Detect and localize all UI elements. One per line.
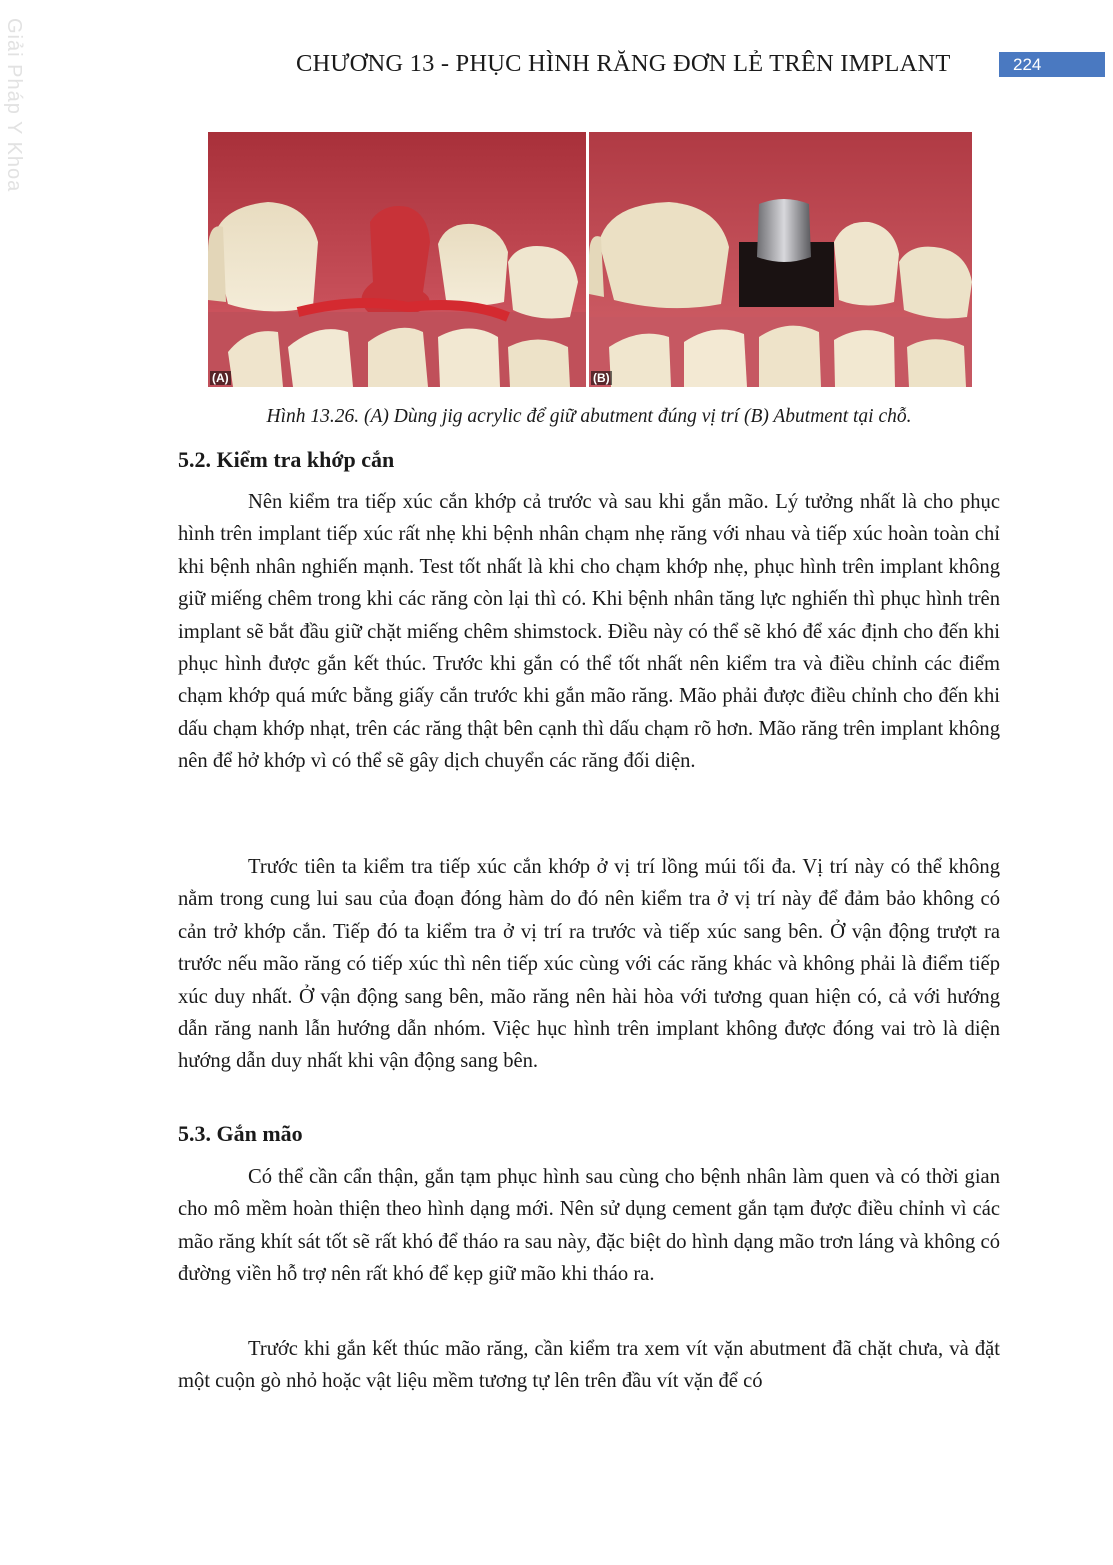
photo-b-illustration bbox=[589, 132, 972, 387]
paragraph-temporary-cementation: Có thể cần cẩn thận, gắn tạm phục hình sau cùng cho bệnh nhân làm quen và có thời gian cho mô mềm hoàn thiện theo hình dạng mới. Nên sử dụng cement gắn tạm được điều chỉnh vì các mão răng khít sát tốt sẽ rất khó để tháo ra sau này, đặc biệt do hình dạng mão trơn láng và không có đường viền hỗ trợ nên rất khó để kẹp giữ mão khi tháo ra. bbox=[178, 1166, 1000, 1286]
section-heading-5-2: 5.2. Kiểm tra khớp cắn bbox=[178, 447, 395, 472]
photo-panel-a-acrylic-jig bbox=[208, 132, 586, 387]
photo-panel-b-abutment bbox=[589, 132, 972, 387]
figure-13-26 bbox=[208, 132, 972, 387]
paragraph-final-cementation: Trước khi gắn kết thúc mão răng, cần kiểm tra xem vít vặn abutment đã chặt chưa, và đặt một cuộn gò nhỏ hoặc vật liệu mềm tương tự lên trên đầu vít vặn để có bbox=[178, 1338, 1000, 1393]
paragraph-occlusion-positions: Trước tiên ta kiểm tra tiếp xúc cắn khớp ở vị trí lồng múi tối đa. Vị trí này có thể không nằm trong cung lui sau của đoạn đóng hàm do đó nên kiểm tra ở vị trí này để đảm bảo không có cản trở khớp cắn. Tiếp đó ta kiểm tra ở vị trí ra trước và tiếp xúc sang bên. Ở vận động trượt ra trước nếu mão răng có tiếp xúc thì nên tiếp xúc cùng với các răng khác và không phải là điểm tiếp xúc duy nhất. Ở vận động sang bên, mão răng nên hài hòa với tương quan hiện có, cả với hướng dẫn răng nanh lẫn hướng dẫn nhóm. Việc hục hình trên implant không được đóng vai trò là diện hướng dẫn duy nhất khi vận động sang bên. bbox=[178, 856, 1000, 1073]
photo-a-illustration bbox=[208, 132, 586, 387]
chapter-header-title: CHƯƠNG 13 - PHỤC HÌNH RĂNG ĐƠN LẺ TRÊN IMPLANT bbox=[296, 50, 951, 77]
figure-caption: Hình 13.26. (A) Dùng jig acrylic để giữ abutment đúng vị trí (B) Abutment tại chỗ. bbox=[266, 406, 912, 427]
panel-a-label: (A) bbox=[212, 371, 229, 385]
section-heading-5-3: 5.3. Gắn mão bbox=[178, 1121, 303, 1146]
paragraph-occlusion-check: Nên kiểm tra tiếp xúc cắn khớp cả trước và sau khi gắn mão. Lý tưởng nhất là cho phục hình trên implant tiếp xúc rất nhẹ khi bệnh nhân chạm nhẹ răng với nhau và tiếp xúc hoàn toàn chỉ khi bệnh nhân nghiến mạnh. Test tốt nhất là khi cho chạm khớp nhẹ, phục hình trên implant không giữ miếng chêm trong khi các răng còn lại thì có. Khi bệnh nhân tăng lực nghiến thì phục hình trên implant sẽ bắt đầu giữ chặt miếng chêm shimstock. Điều này có thể sẽ khó để xác định cho đến khi phục hình được gắn kết thúc. Trước khi gắn có thể tốt nhất nên kiểm tra và điều chỉnh các điểm chạm khớp quá mức bằng giấy cắn trước khi gắn mão răng. Mão phải được điều chỉnh cho đến khi dấu chạm khớp nhạt, trên các răng thật bên cạnh thì dấu chạm rõ hơn. Mão răng trên implant không nên để hở khớp vì có thể sẽ gây dịch chuyển các răng đối diện. bbox=[178, 491, 1000, 773]
watermark-text: Giải Pháp Y Khoa bbox=[3, 18, 25, 193]
panel-b-label: (B) bbox=[593, 371, 610, 385]
page-number-badge: 224 bbox=[999, 52, 1105, 77]
